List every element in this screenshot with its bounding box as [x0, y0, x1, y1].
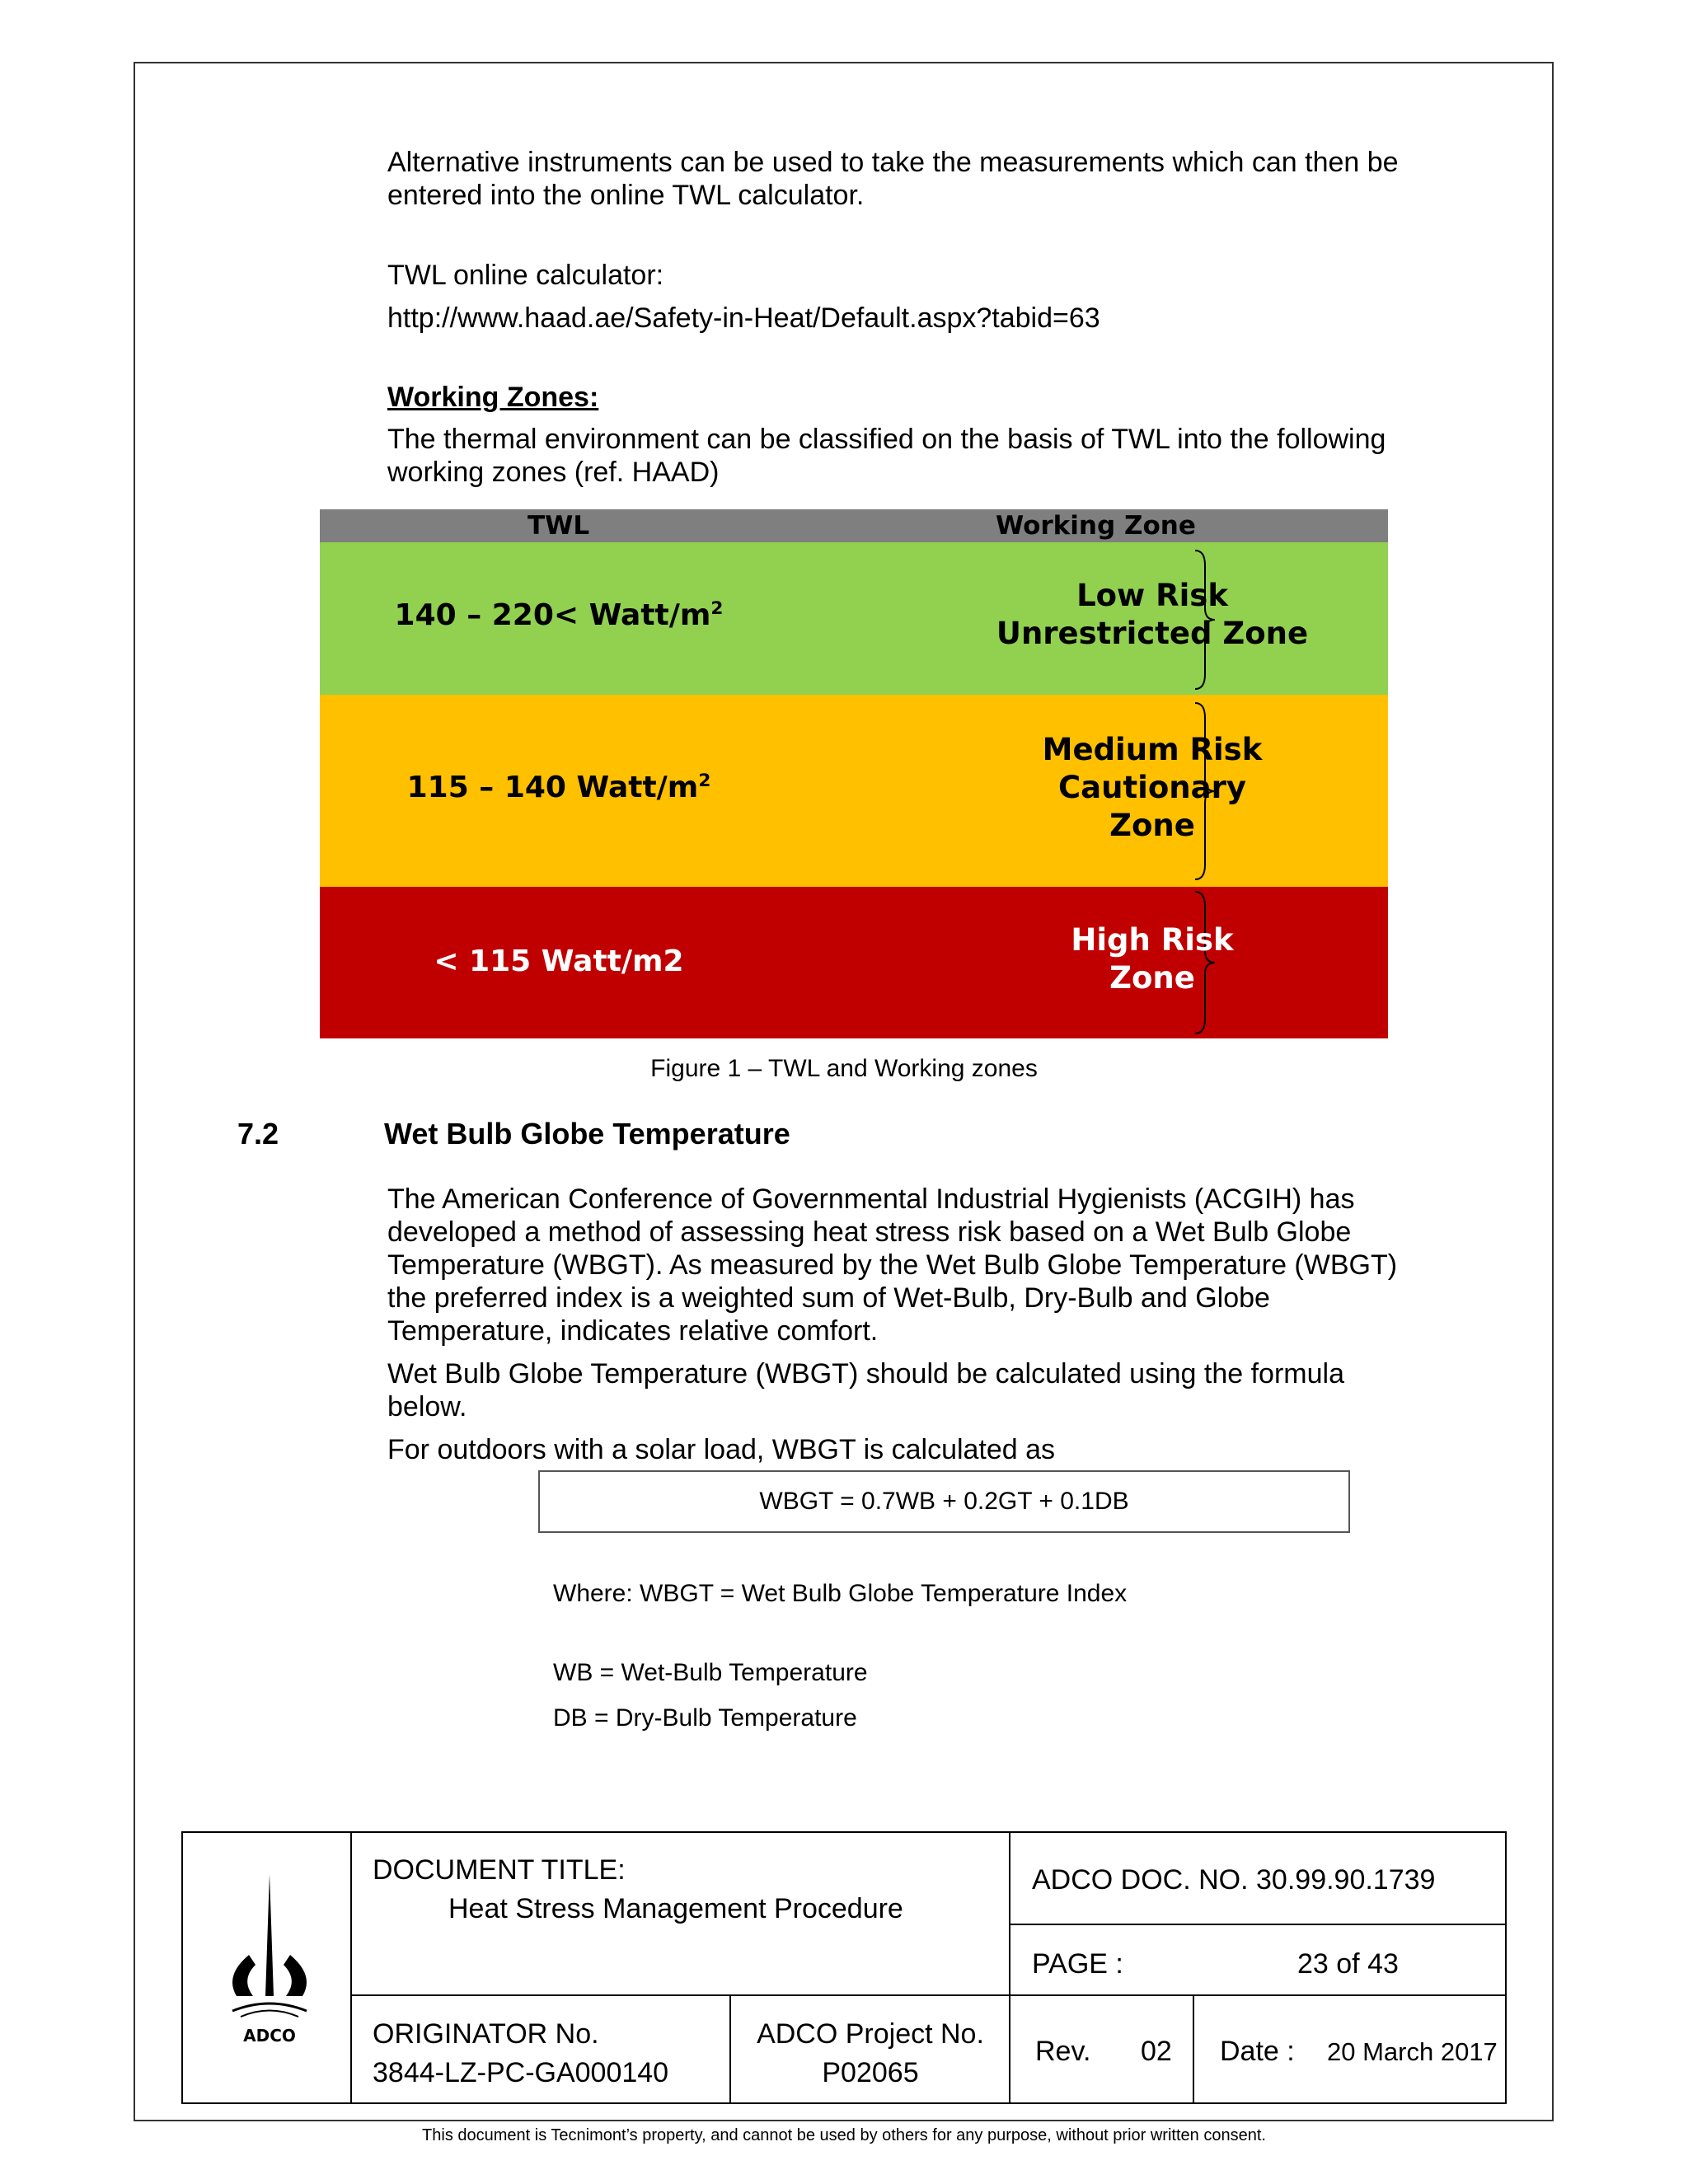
p2-line: Wet Bulb Globe Temperature (WBGT) should be calculated using the formula [387, 1358, 1344, 1390]
section-number: 7.2 [237, 1117, 279, 1151]
intro-line-2: entered into the online TWL calculator. [387, 180, 865, 211]
twl-zones-figure [320, 509, 1388, 1038]
date-label: Date : [1220, 2036, 1295, 2067]
section-paragraph-1 [387, 1183, 1451, 1347]
where-definition: Where: WBGT = Wet Bulb Globe Temperature Index [553, 1580, 1128, 1607]
originator-label: ORIGINATOR No. [373, 2018, 599, 2050]
p1-line: The American Conference of Governmental Industrial Hygienists (ACGIH) has [387, 1183, 1355, 1215]
footer-notice: This document is Tecnimont’s property, and cannot be used by others for any purpose, without prior written consent. [422, 2126, 1266, 2144]
figure-caption: Figure 1 – TWL and Working zones [650, 1055, 1038, 1082]
zone-row-low-risk [320, 542, 1388, 695]
working-zones-line-1: The thermal environment can be classified on the basis of TWL into the following [387, 424, 1386, 455]
wbgt-formula: WBGT = 0.7WB + 0.2GT + 0.1DB [538, 1470, 1350, 1533]
zone-label-high: High Risk Zone [1071, 922, 1234, 996]
header-working-zone: Working Zone [996, 511, 1196, 541]
zone-label-medium: Medium Risk Cautionary Zone [1042, 732, 1263, 843]
working-zones-line-2: working zones (ref. HAAD) [387, 457, 720, 488]
intro-paragraph [387, 146, 1451, 212]
twl-range-low: 140 – 220< Watt/$m^2$ [394, 598, 724, 632]
p1-line: developed a method of assessing heat stress risk based on a Wet Bulb Globe [387, 1216, 1352, 1248]
doc-title: Heat Stress Management Procedure [448, 1893, 903, 1924]
date-value: 20 March 2017 [1327, 2037, 1498, 2066]
intro-line-1: Alternative instruments can be used to take the measurements which can then be [387, 147, 1399, 178]
logo-text: ADCO [243, 2026, 296, 2046]
page-value: 23 of 43 [1297, 1948, 1399, 1980]
zone-row-medium-risk [320, 695, 1388, 887]
twl-range-high: < 115 Watt/m2 [434, 944, 684, 978]
working-zones-heading: Working Zones: [387, 382, 599, 413]
doc-number: ADCO DOC. NO. 30.99.90.1739 [1032, 1864, 1436, 1896]
project-label: ADCO Project No. [757, 2018, 984, 2050]
page-border [134, 62, 1554, 2121]
section-paragraph-3: For outdoors with a solar load, WBGT is calculated as [387, 1434, 1056, 1465]
calculator-url[interactable]: http://www.haad.ae/Safety-in-Heat/Default.aspx?tabid=63 [387, 302, 1100, 334]
rev-label: Rev. [1035, 2036, 1091, 2067]
project-value: P02065 [822, 2057, 919, 2088]
zone-row-high-risk [320, 887, 1388, 1038]
page-label: PAGE : [1032, 1948, 1123, 1980]
working-zones-paragraph [387, 423, 1451, 489]
p2-line: below. [387, 1391, 467, 1422]
twl-range-medium: 115 – 140 Watt/$m^2$ [406, 771, 711, 804]
calculator-label: TWL online calculator: [387, 260, 664, 291]
zones-header [320, 509, 1388, 542]
title-block [181, 1831, 1507, 2104]
p1-line: Temperature (WBGT). As measured by the Wet Bulb Globe Temperature (WBGT) [387, 1249, 1398, 1281]
p1-line: the preferred index is a weighted sum of Wet-Bulb, Dry-Bulb and Globe [387, 1282, 1270, 1314]
rev-value: 02 [1141, 2036, 1172, 2067]
adco-logo [216, 1872, 323, 2054]
originator-value: 3844-LZ-PC-GA000140 [373, 2057, 669, 2088]
header-twl: TWL [528, 511, 590, 541]
section-title: Wet Bulb Globe Temperature [384, 1117, 790, 1151]
wb-definition: WB = Wet-Bulb Temperature [553, 1659, 868, 1686]
section-paragraph-2 [387, 1357, 1451, 1423]
zone-label-low: Low Risk Unrestricted Zone [996, 578, 1309, 651]
doc-title-label: DOCUMENT TITLE: [373, 1854, 626, 1886]
db-definition: DB = Dry-Bulb Temperature [553, 1704, 857, 1732]
p1-line: Temperature, indicates relative comfort. [387, 1315, 879, 1347]
